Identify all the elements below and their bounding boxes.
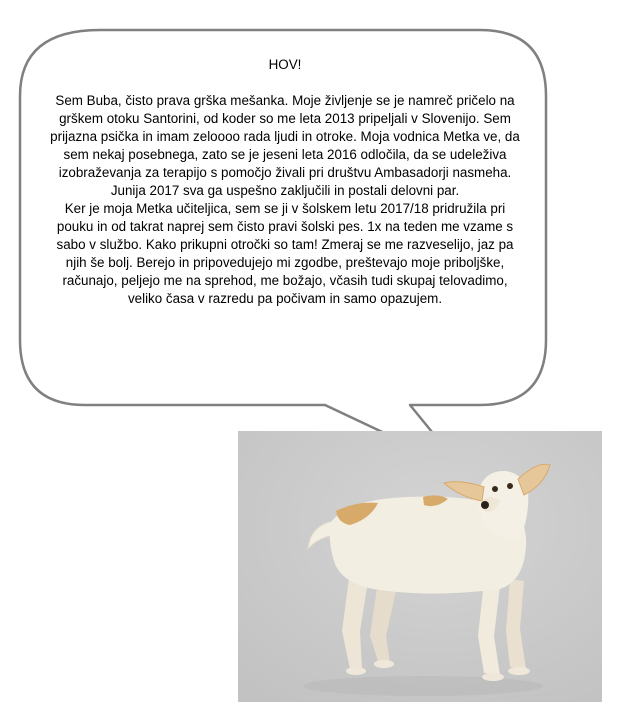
speech-bubble-text (45, 56, 525, 308)
dog-nose (481, 501, 489, 509)
bubble-title: HOV! (268, 57, 302, 72)
dog-paw (482, 673, 504, 681)
dog-eye (507, 483, 513, 489)
dog-photo (238, 431, 602, 702)
dog-paw (374, 660, 394, 668)
bubble-paragraph-1: Sem Buba, čisto prava grška mešanka. Moje življenje se je namreč pričelo na grškem otoku Santorini, od koder so me leta 2013 pripeljali v Slovenijo. Sem prijazna psička in imam zeloooo rada ljudi in otroke. Moja vodnica Metka ve, da sem nekaj posebnega, zato se je jeseni leta 2016 odločila, da se udeleživa izobraževanja za terapijo s pomočjo živali pri društvu Ambasadorji nasmeha. Junija 2017 sva ga uspešno zaključili in postali delovni par. (50, 93, 520, 198)
dog-paw (508, 667, 530, 675)
dog-paw (346, 667, 366, 675)
bubble-paragraph-2: Ker je moja Metka učiteljica, sem se ji v šolskem letu 2017/18 pridružila pri pouku in od takrat naprej sem čisto pravi šolski pes. 1x na teden me vzame s sabo v službo. Kako prikupni otročki so tam! Zmeraj se me razveselijo, jaz pa njih še bolj. Berejo in pripovedujejo mi zgodbe, preštevajo moje priboljške, računajo, peljejo me na sprehod, me božajo, včasih tudi skupaj telovadimo, veliko časa v razredu pa počivam in samo opazujem. (56, 201, 514, 306)
dog-eye (492, 486, 498, 492)
dog-shadow (303, 676, 543, 696)
